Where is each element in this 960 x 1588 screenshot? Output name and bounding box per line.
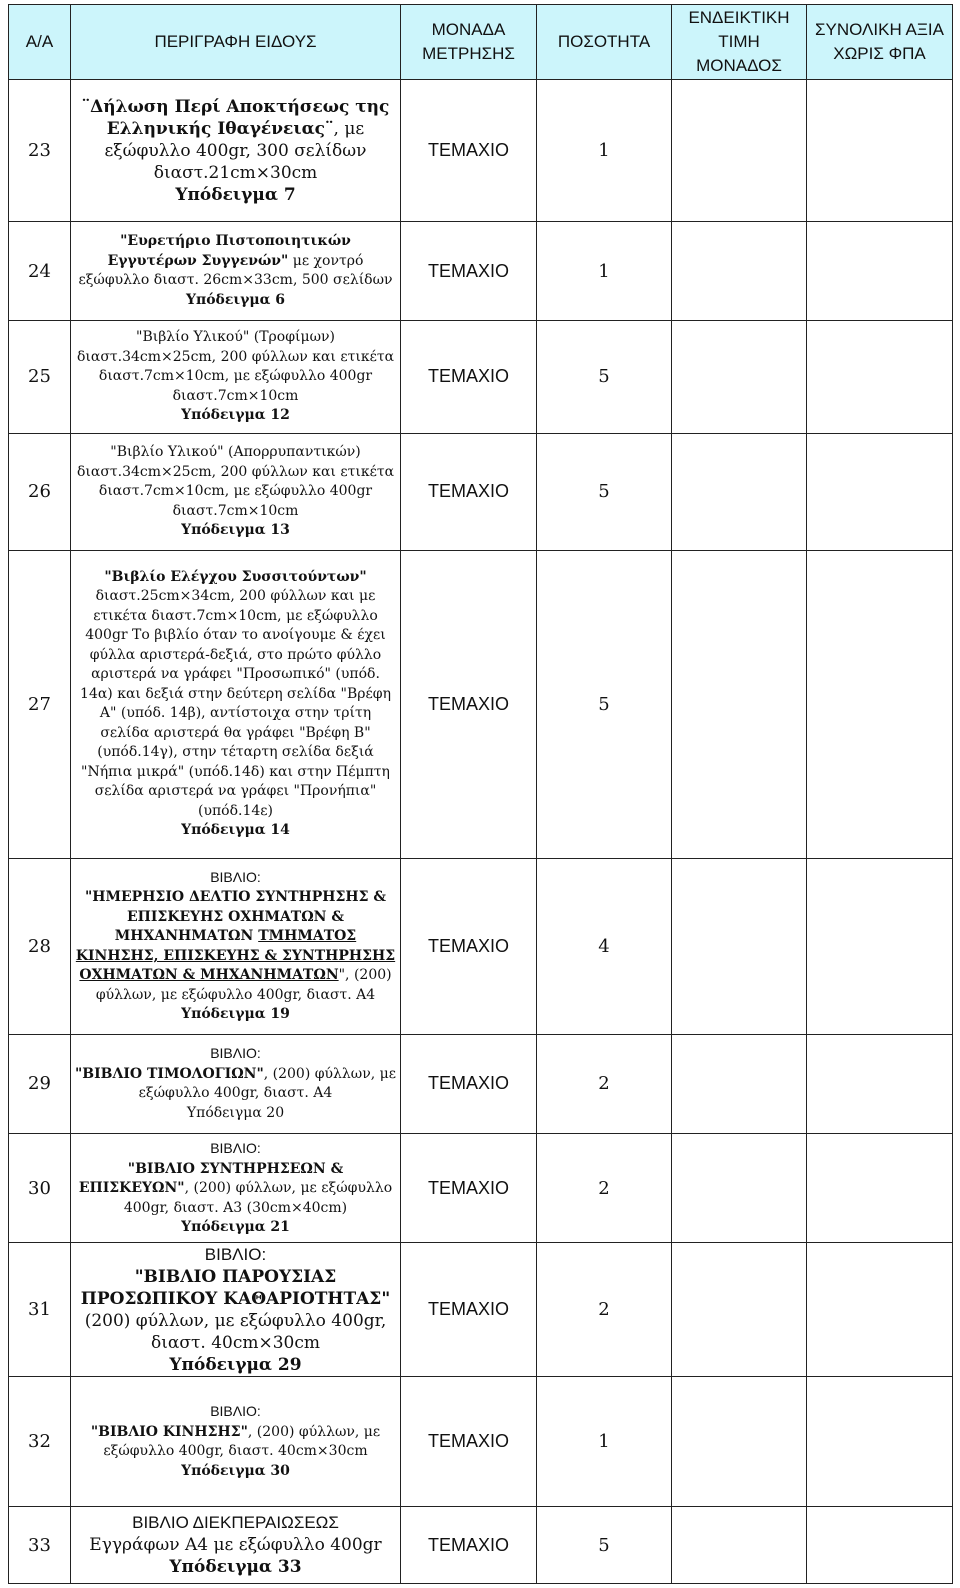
item-unit: ΤΕΜΑΧΙΟ bbox=[401, 320, 537, 433]
item-description bbox=[71, 80, 401, 222]
item-title-underlined: ΤΜΗΜΑΤΟΣ ΚΙΝΗΣΗΣ, ΕΠΙΣΚΕΥΗΣ & ΣΥΝΤΗΡΗΣΗΣ ΟΧΗΜΑΤΩΝ & ΜΗΧΑΝΗΜΑΤΩΝ bbox=[75, 928, 396, 984]
item-total bbox=[807, 433, 953, 550]
table-row bbox=[9, 1377, 953, 1507]
item-quantity: 5 bbox=[537, 433, 672, 550]
item-total bbox=[807, 859, 953, 1034]
item-description bbox=[71, 433, 401, 550]
item-unit: ΤΕΜΑΧΙΟ bbox=[401, 1377, 537, 1507]
item-total bbox=[807, 80, 953, 222]
header-unit-price: ΕΝΔΕΙΚΤΙΚΗ ΤΙΜΗ ΜΟΝΑΔΟΣ bbox=[672, 5, 807, 80]
item-text: (200) φύλλων, με εξώφυλλο 400gr, διαστ. 40cm×30cm bbox=[84, 1310, 387, 1353]
item-title: "ΒΙΒΛΙΟ ΣΥΝΤΗΡΗΣΕΩΝ & ΕΠΙΣΚΕΥΩΝ" bbox=[78, 1160, 344, 1197]
item-unit-price bbox=[672, 222, 807, 321]
item-book-label: ΒΙΒΛΙΟ: bbox=[204, 1244, 267, 1264]
row-number: 30 bbox=[9, 1134, 71, 1243]
row-number: 32 bbox=[9, 1377, 71, 1507]
header-description: ΠΕΡΙΓΡΑΦΗ ΕΙΔΟΥΣ bbox=[71, 5, 401, 80]
item-sample: Υπόδειγμα 13 bbox=[181, 522, 290, 538]
item-unit: ΤΕΜΑΧΙΟ bbox=[401, 433, 537, 550]
item-unit-price bbox=[672, 1134, 807, 1243]
item-description bbox=[71, 1377, 401, 1507]
item-text: , (200) φύλλων, με εξώφυλλο 400gr, διαστ. Α4 bbox=[138, 1065, 396, 1102]
item-sample: Υπόδειγμα 21 bbox=[181, 1219, 290, 1236]
item-book-label: ΒΙΒΛΙΟ: bbox=[210, 1045, 261, 1062]
item-text: με χοντρό εξώφυλλο διαστ. 26cm×33cm, 500 σελίδων bbox=[78, 252, 393, 289]
item-unit-price bbox=[672, 1377, 807, 1507]
item-unit-price bbox=[672, 320, 807, 433]
row-number: 28 bbox=[9, 859, 71, 1034]
table-row bbox=[9, 859, 953, 1034]
row-number: 26 bbox=[9, 433, 71, 550]
item-unit: ΤΕΜΑΧΙΟ bbox=[401, 222, 537, 321]
item-sample: Υπόδειγμα 33 bbox=[169, 1557, 302, 1578]
table-row bbox=[9, 1507, 953, 1584]
item-line: ΒΙΒΛΙΟ ΔΙΕΚΠΕΡΑΙΩΣΕΩΣ bbox=[132, 1513, 339, 1533]
item-description bbox=[71, 222, 401, 321]
item-quantity: 5 bbox=[537, 1507, 672, 1584]
row-number: 23 bbox=[9, 80, 71, 222]
item-total bbox=[807, 1243, 953, 1377]
item-line: διαστ.7cm×10cm, με εξώφυλλο 400gr bbox=[98, 368, 373, 385]
items-table bbox=[8, 4, 953, 1584]
item-quantity: 4 bbox=[537, 859, 672, 1034]
row-number: 33 bbox=[9, 1507, 71, 1584]
item-text: διαστ.25cm×34cm, 200 φύλλων και με ετικέτα διαστ.7cm×10cm, με εξώφυλλο 400gr Το βιβλίο όταν το ανοίγουμε & έχει φύλλα αριστερά-δεξιά, στο πρώτο φύλλο αριστερά να γράφει "Προσωπικό" (υπόδ. 14α) και δεξιά στην δεύτερη σελίδα "Βρέφη Α" (υπόδ. 14β), αντίστοιχα στην τρίτη σελίδα αριστερά θα γράφει "Βρέφη Β" (υπόδ.14γ), στην τέταρτη σελίδα δεξιά "Νήπια μικρά" (υπόδ.14δ) και στην Πέμπτη σελίδα αριστερά να γράφει "Προνήπια" (υπόδ.14ε) bbox=[80, 588, 391, 819]
table-header-row bbox=[9, 5, 953, 80]
item-description bbox=[71, 1134, 401, 1243]
item-unit: ΤΕΜΑΧΙΟ bbox=[401, 1507, 537, 1584]
item-description bbox=[71, 550, 401, 858]
item-unit: ΤΕΜΑΧΙΟ bbox=[401, 859, 537, 1034]
item-text: ", (200) φύλλων, με εξώφυλλο 400gr, διαστ. Α4 bbox=[95, 967, 392, 1003]
item-sample: Υπόδειγμα 7 bbox=[175, 184, 296, 205]
item-title: "Βιβλίο Ελέγχου Συσσιτούντων" bbox=[104, 568, 367, 585]
table-row bbox=[9, 1243, 953, 1377]
item-sample: Υπόδειγμα 12 bbox=[181, 407, 290, 424]
item-total bbox=[807, 1377, 953, 1507]
item-unit-price bbox=[672, 433, 807, 550]
item-total bbox=[807, 1507, 953, 1584]
item-sample: Υπόδειγμα 30 bbox=[181, 1462, 290, 1479]
item-description bbox=[71, 859, 401, 1034]
item-unit-price bbox=[672, 550, 807, 858]
item-sample: Υπόδειγμα 14 bbox=[181, 822, 290, 839]
item-title: "ΒΙΒΛΙΟ ΠΑΡΟΥΣΙΑΣ ΠΡΟΣΩΠΙΚΟΥ ΚΑΘΑΡΙΟΤΗΤΑΣ" bbox=[80, 1266, 391, 1309]
item-description bbox=[71, 1507, 401, 1584]
header-quantity: ΠΟΣΟΤΗΤΑ bbox=[537, 5, 672, 80]
item-line: "Βιβλίο Υλικού" (Απορρυπαντικών) bbox=[110, 444, 361, 460]
item-unit: ΤΕΜΑΧΙΟ bbox=[401, 80, 537, 222]
header-unit: ΜΟΝΑΔΑ ΜΕΤΡΗΣΗΣ bbox=[401, 5, 537, 80]
table-row bbox=[9, 1134, 953, 1243]
row-number: 25 bbox=[9, 320, 71, 433]
item-text: , με εξώφυλλο 400gr, 300 σελίδων διαστ.21cm×30cm bbox=[104, 118, 367, 183]
header-total: ΣΥΝΟΛΙΚΗ ΑΞΙΑ ΧΩΡΙΣ ΦΠΑ bbox=[807, 5, 953, 80]
item-quantity: 2 bbox=[537, 1034, 672, 1134]
item-total bbox=[807, 1034, 953, 1134]
item-unit: ΤΕΜΑΧΙΟ bbox=[401, 1034, 537, 1134]
row-number: 29 bbox=[9, 1034, 71, 1134]
item-unit-price bbox=[672, 1507, 807, 1584]
item-sample: Υπόδειγμα 6 bbox=[185, 291, 286, 308]
header-aa: Α/Α bbox=[9, 5, 71, 80]
item-description bbox=[71, 320, 401, 433]
item-unit: ΤΕΜΑΧΙΟ bbox=[401, 1134, 537, 1243]
item-text: , (200) φύλλων, με εξώφυλλο 400gr, διαστ. Α3 (30cm×40cm) bbox=[123, 1180, 393, 1216]
item-unit: ΤΕΜΑΧΙΟ bbox=[401, 1243, 537, 1377]
item-total bbox=[807, 550, 953, 858]
item-book-label: ΒΙΒΛΙΟ: bbox=[210, 1403, 261, 1420]
item-unit-price bbox=[672, 1243, 807, 1377]
table-row bbox=[9, 222, 953, 321]
item-total bbox=[807, 320, 953, 433]
item-text: , (200) φύλλων, με εξώφυλλο 400gr, διαστ. 40cm×30cm bbox=[103, 1423, 381, 1460]
table-row bbox=[9, 1034, 953, 1134]
item-title: "ΗΜΕΡΗΣΙΟ ΔΕΛΤΙΟ ΣΥΝΤΗΡΗΣΗΣ & ΕΠΙΣΚΕΥΗΣ ΟΧΗΜΑΤΩΝ & ΜΗΧΑΝΗΜΑΤΩΝ bbox=[84, 889, 387, 945]
item-sample: Υπόδειγμα 20 bbox=[186, 1104, 285, 1121]
item-title: "ΒΙΒΛΙΟ ΤΙΜΟΛΟΓΙΩΝ" bbox=[75, 1065, 264, 1082]
item-unit: ΤΕΜΑΧΙΟ bbox=[401, 550, 537, 858]
item-quantity: 1 bbox=[537, 222, 672, 321]
item-title: "ΒΙΒΛΙΟ ΚΙΝΗΣΗΣ" bbox=[90, 1423, 248, 1440]
row-number: 27 bbox=[9, 550, 71, 858]
table-row bbox=[9, 433, 953, 550]
item-description bbox=[71, 1243, 401, 1377]
item-line: διαστ.34cm×25cm, 200 φύλλων και ετικέτα bbox=[76, 463, 395, 480]
item-line: "Βιβλίο Υλικού" (Τροφίμων) bbox=[136, 329, 335, 346]
item-quantity: 2 bbox=[537, 1243, 672, 1377]
item-quantity: 2 bbox=[537, 1134, 672, 1243]
item-title: "Ευρετήριο Πιστοποιητικών Εγγυτέρων Συγγενών" bbox=[107, 233, 351, 269]
item-quantity: 1 bbox=[537, 1377, 672, 1507]
item-quantity: 5 bbox=[537, 550, 672, 858]
item-total bbox=[807, 1134, 953, 1243]
item-line: διαστ.7cm×10cm bbox=[172, 387, 299, 404]
item-line: διαστ.7cm×10cm, με εξώφυλλο 400gr bbox=[98, 483, 373, 499]
item-sample: Υπόδειγμα 19 bbox=[181, 1006, 290, 1023]
item-title: ¨Δήλωση Περί Αποκτήσεως της Ελληνικής Ιθαγένειας¨ bbox=[81, 96, 390, 139]
item-line: διαστ.34cm×25cm, 200 φύλλων και ετικέτα bbox=[76, 348, 395, 365]
row-number: 31 bbox=[9, 1243, 71, 1377]
item-book-label: ΒΙΒΛΙΟ: bbox=[210, 1140, 261, 1157]
item-total bbox=[807, 222, 953, 321]
item-line: διαστ.7cm×10cm bbox=[172, 502, 299, 519]
item-description bbox=[71, 1034, 401, 1134]
item-unit-price bbox=[672, 1034, 807, 1134]
table-row bbox=[9, 550, 953, 858]
item-sample: Υπόδειγμα 29 bbox=[169, 1354, 302, 1375]
item-unit-price bbox=[672, 80, 807, 222]
item-unit-price bbox=[672, 859, 807, 1034]
row-number: 24 bbox=[9, 222, 71, 321]
item-book-label: ΒΙΒΛΙΟ: bbox=[210, 868, 261, 885]
table-row bbox=[9, 320, 953, 433]
table-row bbox=[9, 80, 953, 222]
item-quantity: 5 bbox=[537, 320, 672, 433]
item-line: Εγγράφων Α4 με εξώφυλλο 400gr bbox=[89, 1535, 382, 1556]
item-quantity: 1 bbox=[537, 80, 672, 222]
